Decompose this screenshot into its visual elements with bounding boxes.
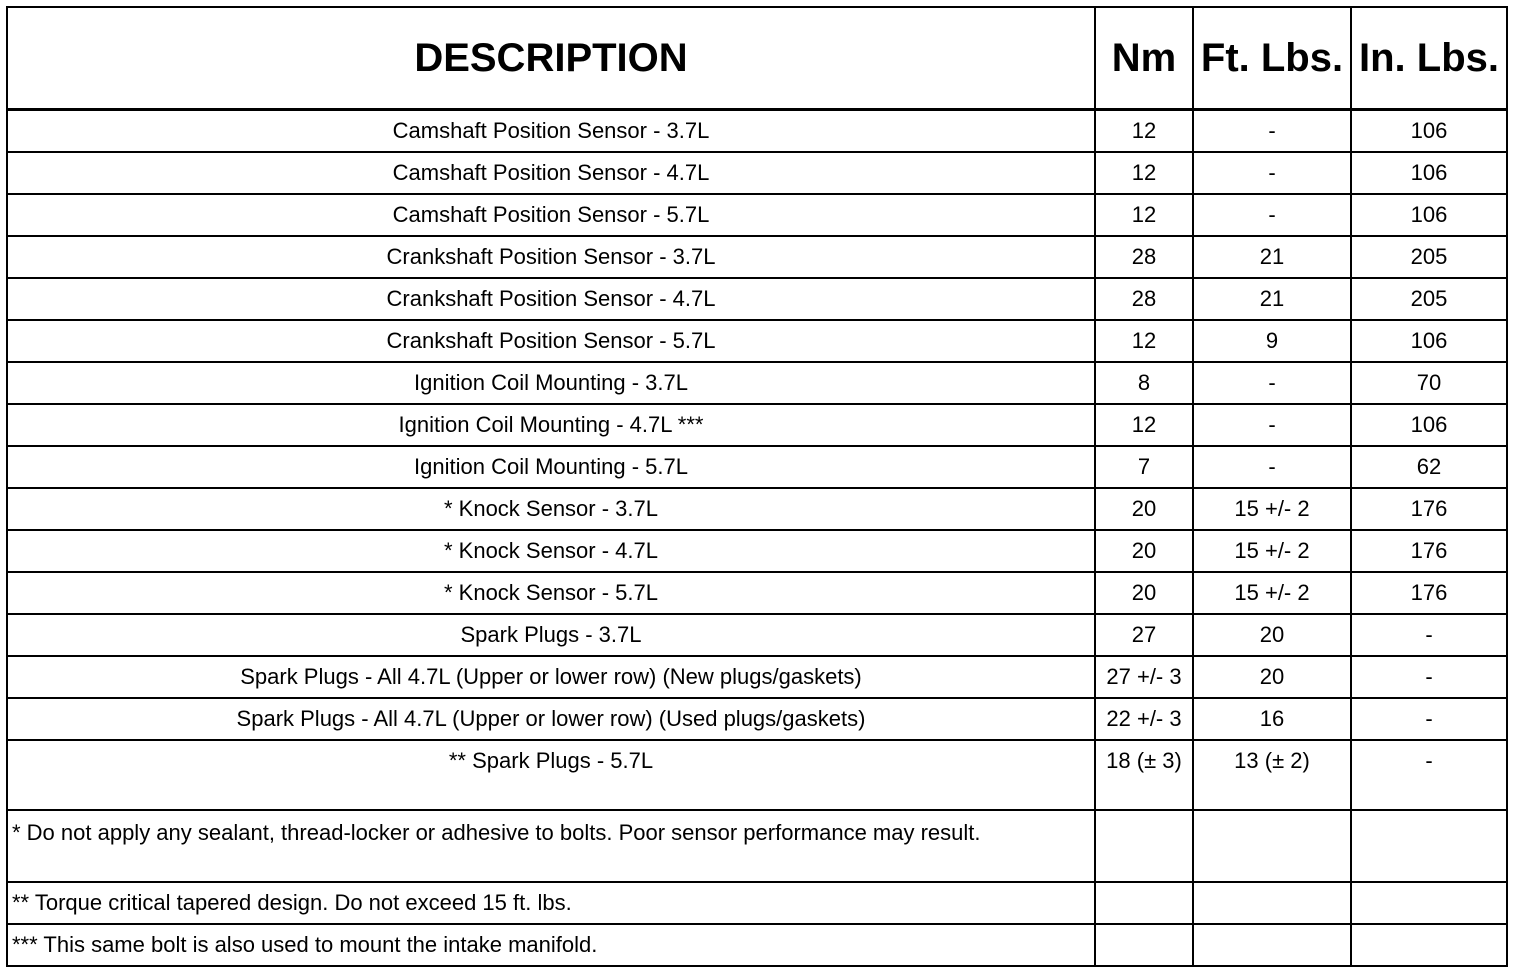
cell-ft-lbs: - bbox=[1193, 152, 1351, 194]
note-row bbox=[7, 810, 1507, 882]
empty-cell bbox=[1095, 810, 1193, 882]
cell-ft-lbs: - bbox=[1193, 110, 1351, 152]
empty-cell bbox=[1351, 810, 1507, 882]
cell-description: Crankshaft Position Sensor - 5.7L bbox=[7, 320, 1095, 362]
cell-in-lbs: 70 bbox=[1351, 362, 1507, 404]
cell-description: Spark Plugs - All 4.7L (Upper or lower row) (New plugs/gaskets) bbox=[7, 656, 1095, 698]
cell-in-lbs: - bbox=[1351, 698, 1507, 740]
cell-description: * Knock Sensor - 3.7L bbox=[7, 488, 1095, 530]
cell-nm: 20 bbox=[1095, 488, 1193, 530]
cell-description: Ignition Coil Mounting - 4.7L *** bbox=[7, 404, 1095, 446]
cell-in-lbs: 106 bbox=[1351, 404, 1507, 446]
cell-nm: 28 bbox=[1095, 236, 1193, 278]
cell-ft-lbs: 21 bbox=[1193, 236, 1351, 278]
cell-description: Spark Plugs - 3.7L bbox=[7, 614, 1095, 656]
cell-nm: 12 bbox=[1095, 404, 1193, 446]
cell-in-lbs: 106 bbox=[1351, 320, 1507, 362]
cell-in-lbs: - bbox=[1351, 740, 1507, 810]
cell-nm: 12 bbox=[1095, 152, 1193, 194]
cell-ft-lbs: 15 +/- 2 bbox=[1193, 530, 1351, 572]
cell-ft-lbs: 15 +/- 2 bbox=[1193, 488, 1351, 530]
cell-ft-lbs: - bbox=[1193, 362, 1351, 404]
cell-description: Crankshaft Position Sensor - 4.7L bbox=[7, 278, 1095, 320]
cell-in-lbs: 176 bbox=[1351, 488, 1507, 530]
cell-nm: 27 +/- 3 bbox=[1095, 656, 1193, 698]
table-row bbox=[7, 194, 1507, 236]
footnote-text: ** Torque critical tapered design. Do not exceed 15 ft. lbs. bbox=[7, 882, 1095, 924]
note-row bbox=[7, 882, 1507, 924]
empty-cell bbox=[1351, 882, 1507, 924]
torque-specifications-table bbox=[6, 6, 1508, 967]
cell-nm: 8 bbox=[1095, 362, 1193, 404]
cell-ft-lbs: 9 bbox=[1193, 320, 1351, 362]
table-row bbox=[7, 404, 1507, 446]
cell-description: * Knock Sensor - 4.7L bbox=[7, 530, 1095, 572]
table-row bbox=[7, 278, 1507, 320]
empty-cell bbox=[1351, 924, 1507, 966]
table-row bbox=[7, 614, 1507, 656]
table-row bbox=[7, 446, 1507, 488]
table-row bbox=[7, 110, 1507, 152]
cell-description: Ignition Coil Mounting - 5.7L bbox=[7, 446, 1095, 488]
cell-in-lbs: 106 bbox=[1351, 152, 1507, 194]
empty-cell bbox=[1193, 810, 1351, 882]
cell-in-lbs: 106 bbox=[1351, 194, 1507, 236]
cell-in-lbs: 205 bbox=[1351, 236, 1507, 278]
table-row bbox=[7, 656, 1507, 698]
cell-in-lbs: 62 bbox=[1351, 446, 1507, 488]
empty-cell bbox=[1193, 924, 1351, 966]
cell-nm: 22 +/- 3 bbox=[1095, 698, 1193, 740]
header-ft-lbs: Ft. Lbs. bbox=[1193, 7, 1351, 110]
empty-cell bbox=[1095, 924, 1193, 966]
table-body bbox=[7, 110, 1507, 966]
empty-cell bbox=[1193, 882, 1351, 924]
cell-nm: 20 bbox=[1095, 572, 1193, 614]
table-row bbox=[7, 740, 1507, 810]
cell-nm: 12 bbox=[1095, 110, 1193, 152]
header-row bbox=[7, 7, 1507, 110]
cell-in-lbs: 205 bbox=[1351, 278, 1507, 320]
table-row bbox=[7, 698, 1507, 740]
cell-description: * Knock Sensor - 5.7L bbox=[7, 572, 1095, 614]
cell-ft-lbs: 21 bbox=[1193, 278, 1351, 320]
cell-in-lbs: 176 bbox=[1351, 530, 1507, 572]
cell-ft-lbs: - bbox=[1193, 194, 1351, 236]
cell-ft-lbs: 16 bbox=[1193, 698, 1351, 740]
header-description: DESCRIPTION bbox=[7, 7, 1095, 110]
footnote-text: * Do not apply any sealant, thread-locker or adhesive to bolts. Poor sensor performance may result. bbox=[7, 810, 1095, 882]
cell-description: Camshaft Position Sensor - 4.7L bbox=[7, 152, 1095, 194]
table-row bbox=[7, 152, 1507, 194]
cell-nm: 28 bbox=[1095, 278, 1193, 320]
table-row bbox=[7, 572, 1507, 614]
cell-nm: 12 bbox=[1095, 194, 1193, 236]
table-row bbox=[7, 488, 1507, 530]
cell-nm: 18 (± 3) bbox=[1095, 740, 1193, 810]
header-in-lbs: In. Lbs. bbox=[1351, 7, 1507, 110]
header-nm: Nm bbox=[1095, 7, 1193, 110]
table-row bbox=[7, 236, 1507, 278]
cell-description: Camshaft Position Sensor - 5.7L bbox=[7, 194, 1095, 236]
cell-ft-lbs: - bbox=[1193, 404, 1351, 446]
cell-ft-lbs: 20 bbox=[1193, 656, 1351, 698]
cell-description: ** Spark Plugs - 5.7L bbox=[7, 740, 1095, 810]
cell-description: Ignition Coil Mounting - 3.7L bbox=[7, 362, 1095, 404]
cell-nm: 20 bbox=[1095, 530, 1193, 572]
cell-ft-lbs: - bbox=[1193, 446, 1351, 488]
cell-in-lbs: 176 bbox=[1351, 572, 1507, 614]
cell-nm: 12 bbox=[1095, 320, 1193, 362]
table-row bbox=[7, 530, 1507, 572]
table-row bbox=[7, 362, 1507, 404]
cell-description: Crankshaft Position Sensor - 3.7L bbox=[7, 236, 1095, 278]
cell-in-lbs: - bbox=[1351, 656, 1507, 698]
table-row bbox=[7, 320, 1507, 362]
cell-ft-lbs: 15 +/- 2 bbox=[1193, 572, 1351, 614]
cell-ft-lbs: 20 bbox=[1193, 614, 1351, 656]
cell-in-lbs: - bbox=[1351, 614, 1507, 656]
cell-nm: 27 bbox=[1095, 614, 1193, 656]
cell-description: Spark Plugs - All 4.7L (Upper or lower row) (Used plugs/gaskets) bbox=[7, 698, 1095, 740]
cell-nm: 7 bbox=[1095, 446, 1193, 488]
cell-ft-lbs: 13 (± 2) bbox=[1193, 740, 1351, 810]
cell-in-lbs: 106 bbox=[1351, 110, 1507, 152]
cell-description: Camshaft Position Sensor - 3.7L bbox=[7, 110, 1095, 152]
empty-cell bbox=[1095, 882, 1193, 924]
footnote-text: *** This same bolt is also used to mount the intake manifold. bbox=[7, 924, 1095, 966]
note-row bbox=[7, 924, 1507, 966]
